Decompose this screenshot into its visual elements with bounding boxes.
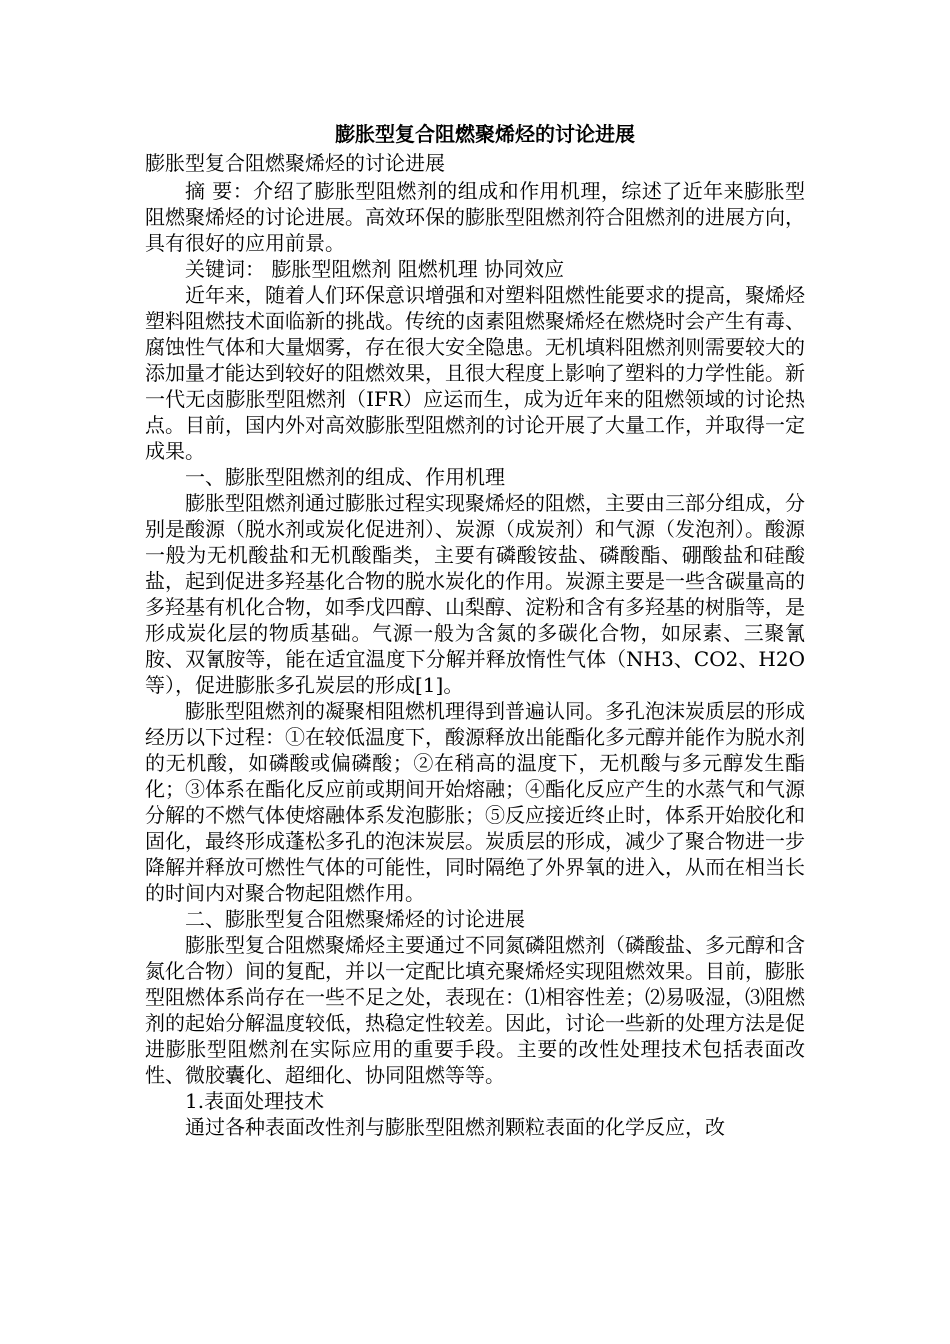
- document-subtitle: 膨胀型复合阻燃聚烯烃的讨论进展: [145, 151, 445, 175]
- mechanism-paragraph: 膨胀型阻燃剂的凝聚相阻燃机理得到普遍认同。多孔泡沫炭质层的形成经历以下过程：①在较低温度下，酸源释放出能酯化多元醇并能作为脱水剂的无机酸，如磷酸或偏磷酸；②在稍高的温度下，无机酸与多元醇发生酯化；③体系在酯化反应前或期间开始熔融；④酯化反应产生的水蒸气和气源分解的不燃气体使熔融体系发泡膨胀；⑤反应接近终止时，体系开始胶化和固化，最终形成蓬松多孔的泡沫炭层。炭质层的形成，减少了聚合物进一步降解并释放可燃性气体的可能性，同时隔绝了外界氧的进入，从而在相当长的时间内对聚合物起阻燃作用。: [145, 699, 805, 905]
- section-heading-2: 二、膨胀型复合阻燃聚烯烃的讨论进展: [185, 907, 525, 931]
- subsection-heading-1: 1.表面处理技术: [185, 1089, 325, 1113]
- progress-paragraph: 膨胀型复合阻燃聚烯烃主要通过不同氮磷阻燃剂（磷酸盐、多元醇和含氮化合物）间的复配，并以一定配比填充聚烯烃实现阻燃效果。目前，膨胀型阻燃体系尚存在一些不足之处，表现在：⑴相容性差；⑵易吸湿，⑶阻燃剂的起始分解温度较低，热稳定性较差。因此，讨论一些新的处理方法是促进膨胀型阻燃剂在实际应用的重要手段。主要的改性处理技术包括表面改性、微胶囊化、超细化、协同阻燃等等。: [145, 933, 805, 1087]
- document-title: 膨胀型复合阻燃聚烯烃的讨论进展: [335, 122, 635, 146]
- intro-paragraph: 近年来，随着人们环保意识增强和对塑料阻燃性能要求的提高，聚烯烃塑料阻燃技术面临新的挑战。传统的卤素阻燃聚烯烃在燃烧时会产生有毒、腐蚀性气体和大量烟雾，存在很大安全隐患。无机填料阻燃剂则需要较大的添加量才能达到较好的阻燃效果，且很大程度上影响了塑料的力学性能。新一代无卤膨胀型阻燃剂（IFR）应运而生，成为近年来的阻燃领域的讨论热点。目前，国内外对高效膨胀型阻燃剂的讨论开展了大量工作，并取得一定成果。: [145, 283, 805, 463]
- document-body: [145, 120, 805, 1140]
- surface-treatment-paragraph: 通过各种表面改性剂与膨胀型阻燃剂颗粒表面的化学反应，改: [185, 1115, 725, 1139]
- abstract-paragraph: 摘 要：介绍了膨胀型阻燃剂的组成和作用机理，综述了近年来膨胀型阻燃聚烯烃的讨论进展。高效环保的膨胀型阻燃剂符合阻燃剂的进展方向，具有很好的应用前景。: [145, 179, 805, 255]
- composition-paragraph: 膨胀型阻燃剂通过膨胀过程实现聚烯烃的阻燃，主要由三部分组成，分别是酸源（脱水剂或炭化促进剂）、炭源（成炭剂）和气源（发泡剂）。酸源一般为无机酸盐和无机酸酯类，主要有磷酸铵盐、磷酸酯、硼酸盐和硅酸盐，起到促进多羟基化合物的脱水炭化的作用。炭源主要是一些含碳量高的多羟基有机化合物，如季戊四醇、山梨醇、淀粉和含有多羟基的树脂等，是形成炭化层的物质基础。气源一般为含氮的多碳化合物，如尿素、三聚氰胺、双氰胺等，能在适宜温度下分解并释放惰性气体（NH3、CO2、H2O等），促进膨胀多孔炭层的形成[1]。: [145, 491, 805, 697]
- section-heading-1: 一、膨胀型阻燃剂的组成、作用机理: [185, 465, 505, 489]
- keywords-line: 关键词： 膨胀型阻燃剂 阻燃机理 协同效应: [185, 257, 565, 281]
